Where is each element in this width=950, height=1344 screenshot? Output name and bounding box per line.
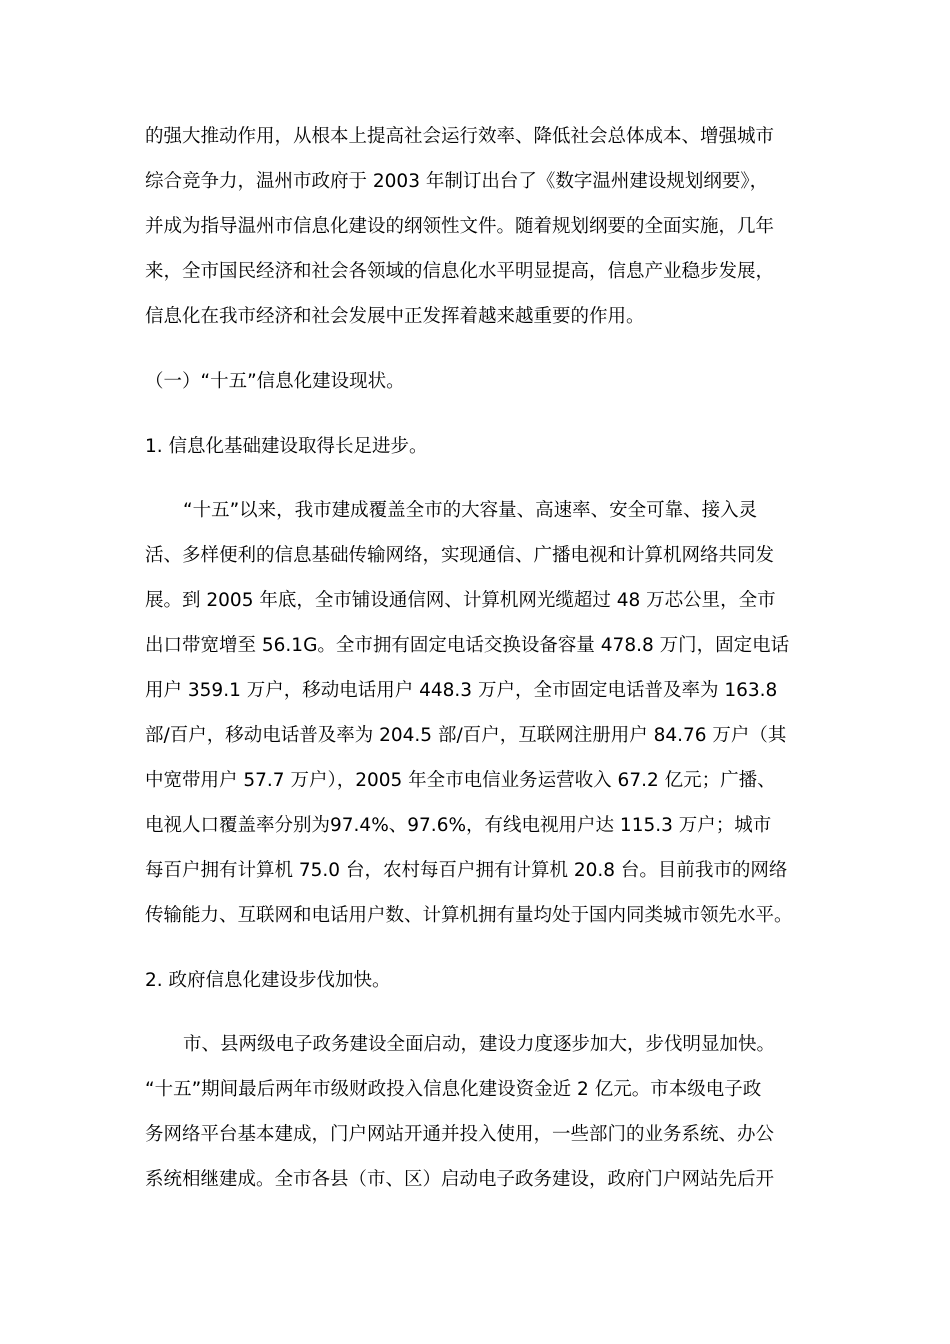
text-line: 出口带宽增至 56.1G。全市拥有固定电话交换设备容量 478.8 万门，固定电话 [145, 635, 790, 656]
text-line: 务网络平台基本建成，门户网站开通并投入使用，一些部门的业务系统、办公 [145, 1124, 775, 1145]
text-line: “十五”以来，我市建成覆盖全市的大容量、高速率、安全可靠、接入灵 [183, 500, 758, 521]
subsection-heading: 2. 政府信息化建设步伐加快。 [145, 970, 391, 991]
text-line: 活、多样便利的信息基础传输网络，实现通信、广播电视和计算机网络共同发 [145, 545, 775, 566]
text-line: 的强大推动作用，从根本上提高社会运行效率、降低社会总体成本、增强城市 [145, 126, 775, 147]
subsection-heading: 1. 信息化基础建设取得长足进步。 [145, 436, 428, 457]
section-heading: （一）“十五”信息化建设现状。 [145, 371, 405, 392]
text-line: “十五”期间最后两年市级财政投入信息化建设资金近 2 亿元。市本级电子政 [145, 1079, 762, 1100]
text-line: 电视人口覆盖率分别为97.4%、97.6%，有线电视用户达 115.3 万户；城市 [145, 815, 772, 836]
text-line: 部/百户，移动电话普及率为 204.5 部/百户，互联网注册用户 84.76 万户（其 [145, 725, 787, 746]
text-line: 综合竞争力，温州市政府于 2003 年制订出台了《数字温州建设规划纲要》， [145, 171, 769, 192]
text-line: 中宽带用户 57.7 万户），2005 年全市电信业务运营收入 67.2 亿元；广播、 [145, 770, 776, 791]
text-line: 展。到 2005 年底，全市铺设通信网、计算机网光缆超过 48 万芯公里，全市 [145, 590, 776, 611]
text-line: 来，全市国民经济和社会各领域的信息化水平明显提高，信息产业稳步发展， [145, 261, 775, 282]
text-line: 市、县两级电子政务建设全面启动，建设力度逐步加大，步伐明显加快。 [183, 1034, 776, 1055]
text-line: 系统相继建成。全市各县（市、区）启动电子政务建设，政府门户网站先后开 [145, 1169, 775, 1190]
text-line: 用户 359.1 万户，移动电话用户 448.3 万户，全市固定电话普及率为 163.8 [145, 680, 778, 701]
text-line: 每百户拥有计算机 75.0 台，农村每百户拥有计算机 20.8 台。目前我市的网络 [145, 860, 788, 881]
text-line: 传输能力、互联网和电话用户数、计算机拥有量均处于国内同类城市领先水平。 [145, 905, 793, 926]
text-line: 信息化在我市经济和社会发展中正发挥着越来越重要的作用。 [145, 306, 645, 327]
text-line: 并成为指导温州市信息化建设的纲领性文件。随着规划纲要的全面实施，几年 [145, 216, 775, 237]
